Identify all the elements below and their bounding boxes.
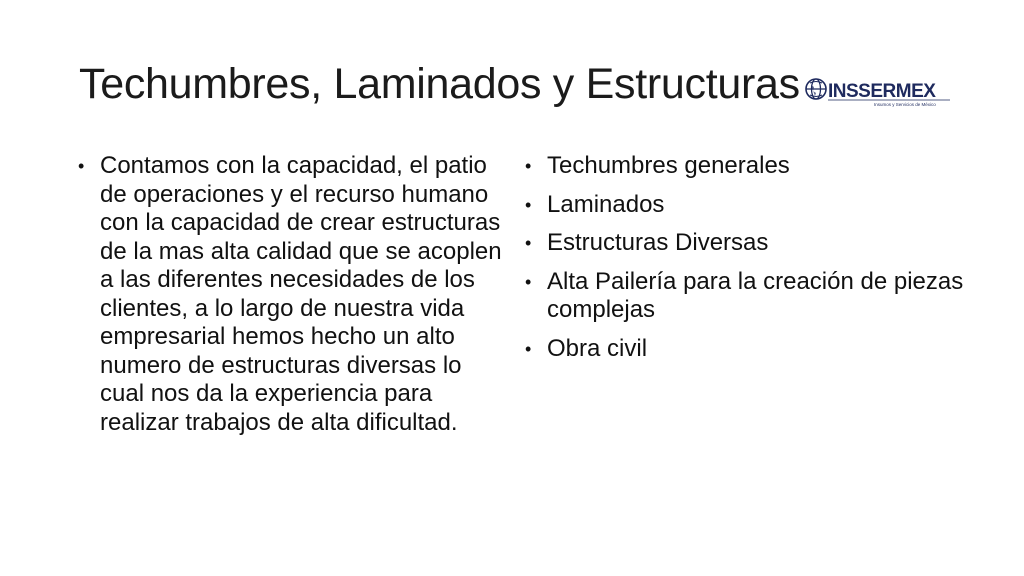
logo-text: INSSERMEX: [828, 81, 936, 102]
list-item: [78, 152, 508, 437]
bullet-marker: •: [525, 338, 532, 359]
left-bullet-list: [78, 152, 508, 447]
bullet-text: Laminados: [547, 190, 665, 218]
right-bullet-list: [525, 152, 965, 373]
bullet-text: Contamos con la capacidad, el patio de operaciones y el recurso humano con la capacidad de crear estructuras de la mas alta calidad que se acoplen a las diferentes necesidades de los clientes, a lo largo de nuestra vida empresarial hemos hecho un alto numero de estructuras diversas lo cual nos da la experiencia para realizar trabajos de alta dificultad.: [100, 152, 502, 436]
list-item: [525, 229, 965, 258]
list-item: [525, 335, 965, 364]
bullet-text: Obra civil: [547, 334, 648, 362]
bullet-marker: •: [525, 233, 532, 253]
bullet-text: Techumbres generales: [547, 152, 790, 179]
bullet-marker: •: [525, 271, 532, 292]
globe-icon: [806, 79, 826, 99]
list-item: [525, 268, 965, 325]
list-item: [525, 191, 965, 220]
company-logo: [804, 66, 954, 110]
list-item: [525, 152, 965, 181]
bullet-marker: •: [78, 156, 85, 176]
slide-title: Techumbres, Laminados y Estructuras: [79, 60, 800, 108]
bullet-text: Estructuras Diversas: [547, 229, 769, 256]
bullet-text: Alta Pailería para la creación de piezas complejas: [547, 267, 964, 323]
bullet-marker: •: [525, 156, 532, 176]
logo-tagline: Insumos y Servicios de México: [874, 102, 936, 107]
bullet-marker: •: [525, 194, 532, 215]
